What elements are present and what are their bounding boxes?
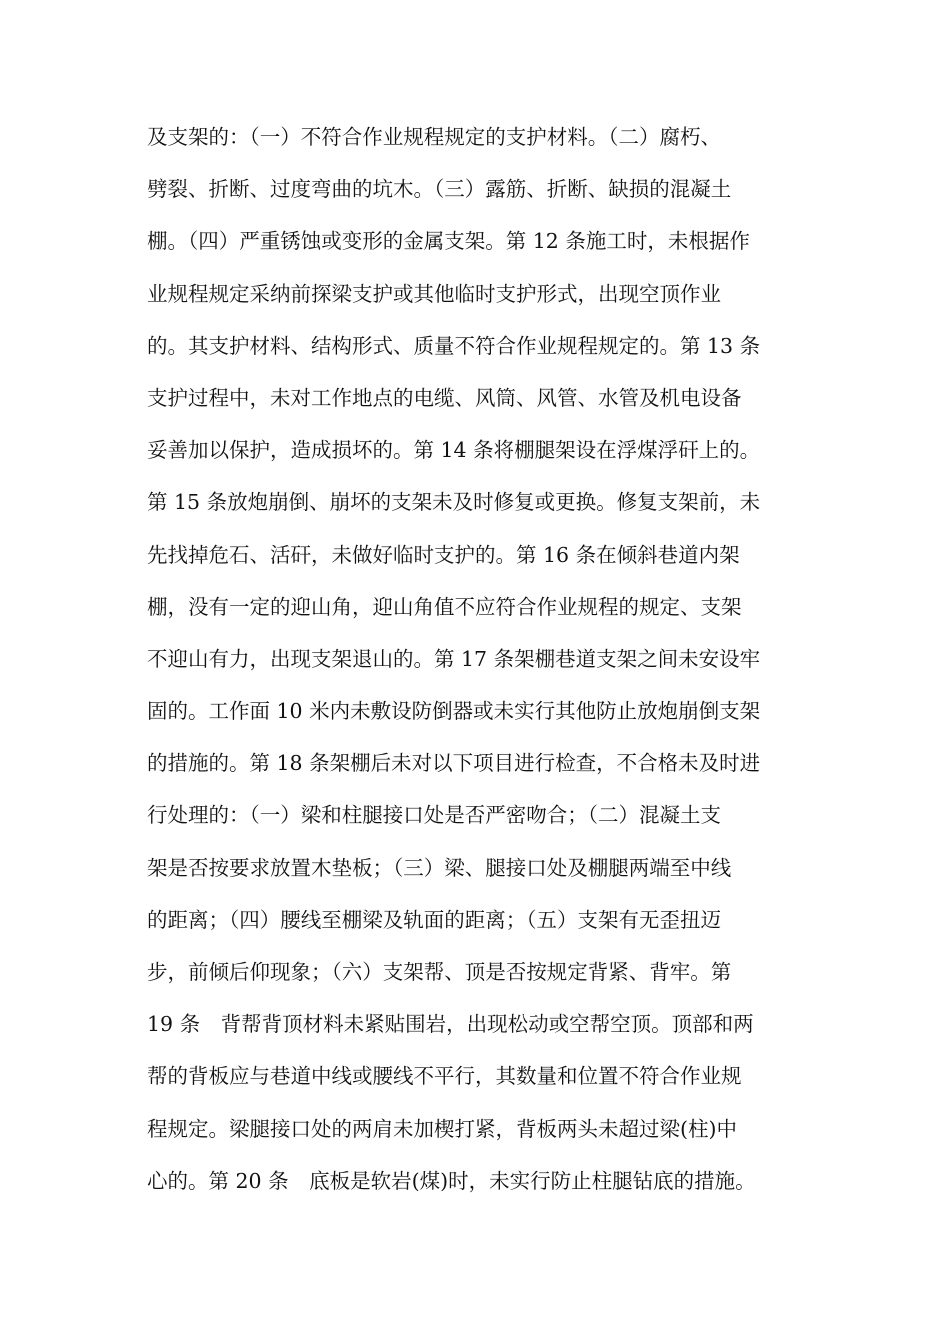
text-line: 19 条 背帮背顶材料未紧贴围岩，出现松动或空帮空顶。顶部和两 — [147, 1012, 754, 1037]
text-line: 第 15 条放炮崩倒、崩坏的支架未及时修复或更换。修复支架前，未 — [147, 490, 761, 515]
text-line: 棚，没有一定的迎山角，迎山角值不应符合作业规程的规定、支架 — [147, 594, 742, 619]
text-line: 棚。（四）严重锈蚀或变形的金属支架。第 12 条施工时，未根据作 — [147, 229, 750, 254]
text-line: 不迎山有力，出现支架退山的。第 17 条架棚巷道支架之间未安设牢 — [147, 646, 761, 671]
text-line: 的。其支护材料、结构形式、质量不符合作业规程规定的。第 13 条 — [147, 333, 761, 358]
text-line: 行处理的：（一）梁和柱腿接口处是否严密吻合；（二）混凝土支 — [147, 803, 721, 828]
text-line: 步，前倾后仰现象；（六）支架帮、顶是否按规定背紧、背牢。第 — [147, 960, 732, 984]
text-line: 的措施的。第 18 条架棚后未对以下项目进行检查，不合格未及时进 — [147, 751, 761, 776]
text-line: 的距离；（四）腰线至棚梁及轨面的距离；（五）支架有无歪扭迈 — [147, 907, 721, 932]
text-line: 固的。工作面 10 米内未敷设防倒器或未实行其他防止放炮崩倒支架 — [147, 699, 761, 724]
text-line: 先找掉危石、活矸，未做好临时支护的。第 16 条在倾斜巷道内架 — [147, 542, 740, 567]
text-line: 及支架的：（一）不符合作业规程规定的支护材料。（二）腐朽、 — [147, 125, 721, 149]
text-line: 劈裂、折断、过度弯曲的坑木。（三）露筋、折断、缺损的混凝土 — [147, 177, 732, 202]
body-text — [147, 117, 817, 1213]
text-line: 帮的背板应与巷道中线或腰线不平行，其数量和位置不符合作业规 — [147, 1064, 742, 1089]
text-line: 业规程规定采纳前探梁支护或其他临时支护形式，出现空顶作业 — [147, 281, 721, 306]
text-line: 心的。第 20 条 底板是软岩(煤)时，未实行防止柱腿钻底的措施。 — [147, 1168, 756, 1193]
text-line: 程规定。梁腿接口处的两肩未加楔打紧，背板两头未超过梁(柱)中 — [147, 1116, 737, 1141]
text-line: 架是否按要求放置木垫板；（三）梁、腿接口处及棚腿两端至中线 — [147, 855, 732, 880]
text-line: 妥善加以保护，造成损坏的。第 14 条将棚腿架设在浮煤浮矸上的。 — [147, 438, 761, 463]
text-line: 支护过程中，未对工作地点的电缆、风筒、风管、水管及机电设备 — [147, 385, 742, 410]
